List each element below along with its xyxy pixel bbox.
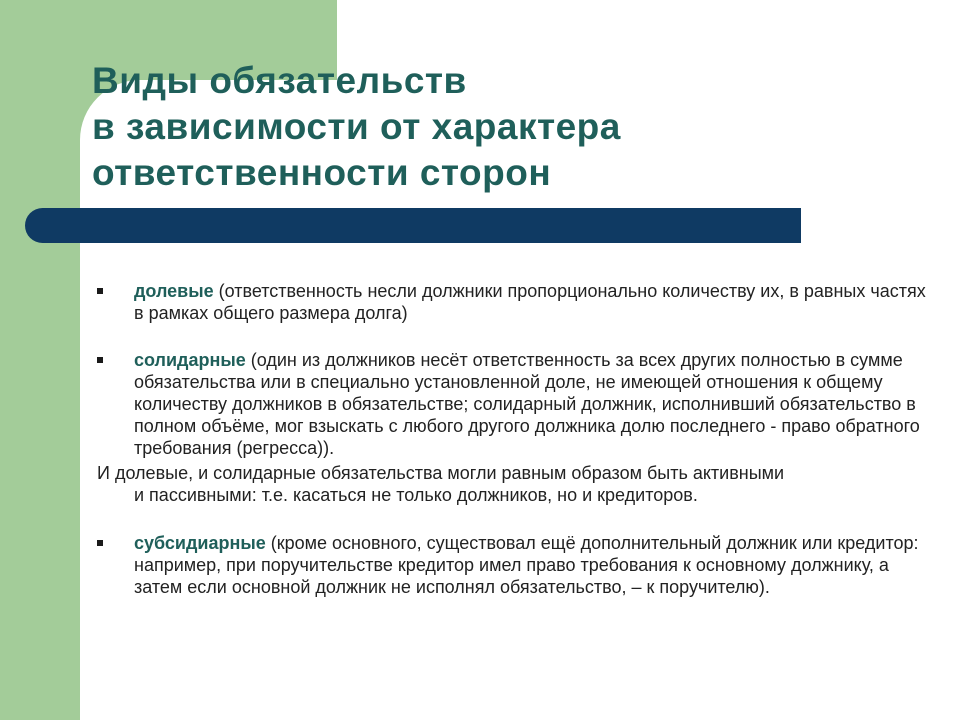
title-line-2: в зависимости от характера [92,106,621,147]
term-label: солидарные [134,350,246,370]
note-line-1: И долевые, и солидарные обязательства могли равным образом быть активными [97,463,785,483]
note-line-2: и пассивными: т.е. касаться не только должников, но и кредиторов. [134,485,698,505]
term-label: субсидиарные [134,533,266,553]
slide-body [97,280,927,598]
slide-title [92,58,621,196]
list-item-shared [97,280,927,324]
bullet-icon [97,357,103,363]
title-divider-bar [25,208,801,243]
term-description: (кроме основного, существовал ещё дополнительный должник или кредитор: например, при поручительстве кредитор имел право требования к основному должнику, а затем если основной должник не исполнял обязательство, – к поручителю). [134,533,919,597]
bullet-icon [97,540,103,546]
term-description: (один из должников несёт ответственность за всех других полностью в сумме обязательства или в специально установленной доле, не имеющей отношения к общему количеству должников в обязательстве; солидарный должник, исполнивший обязательство в полном объёме, мог взыскать с любого другого должника долю последнего - право обратного требования (регресса)). [134,350,920,458]
note-paragraph [97,462,927,506]
title-line-1: Виды обязательств [92,60,467,101]
term-description: (ответственность несли должники пропорционально количеству их, в равных частях в рамках общего размера долга) [134,281,926,323]
list-item-joint [97,349,927,459]
title-line-3: ответственности сторон [92,152,552,193]
bullet-icon [97,288,103,294]
list-item-subsidiary [97,532,927,598]
green-side-decoration [0,0,80,720]
term-label: долевые [134,281,214,301]
